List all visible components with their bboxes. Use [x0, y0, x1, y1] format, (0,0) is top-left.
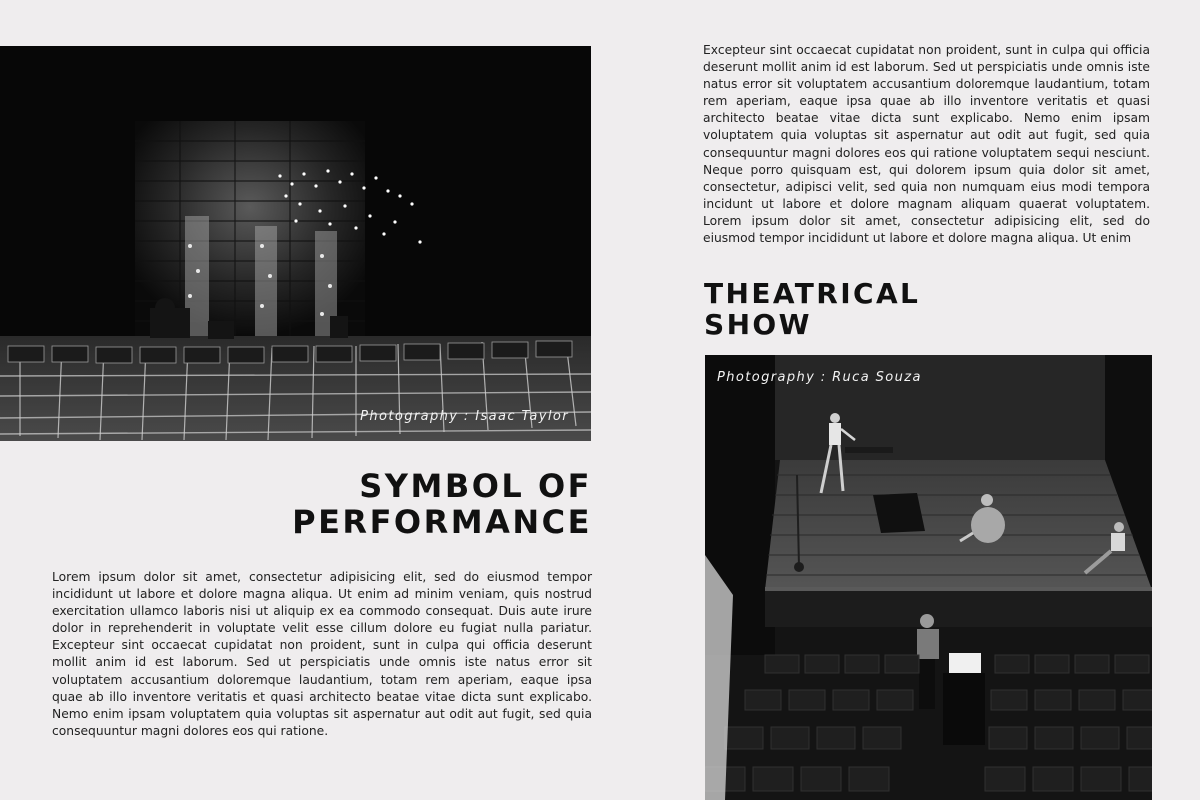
body-text-right: Excepteur sint occaecat cupidatat non proident, sunt in culpa qui officia deserunt mollit anim id est laborum. Sed ut perspiciatis unde omnis iste natus error sit voluptatem accusantium doloremque laudantium, totam rem aperiam, eaque ipsa quae ab illo inventore veritatis et quasi architecto beatae vitae dicta sunt explicabo. Nemo enim ipsam voluptatem quia voluptas sit aspernatur aut odit aut fugit, sed quia consequuntur magni dolores eos qui ratione voluptatem sequi nesciunt. Neque porro quisquam est, qui dolorem ipsum quia dolor sit amet, consectetur, adipisci velit, sed quia non numquam eius modi tempora incidunt ut labore et dolore magnam aliquam quaerat voluptatem. Lorem ipsum dolor sit amet, consectetur adipisicing elit, sed do eiusmod tempor incididunt ut labore et dolore magna aliqua. Ut enim	[703, 43, 1150, 246]
concert-stage-photo	[0, 46, 591, 441]
theatre-rehearsal-photo	[705, 355, 1152, 800]
heading-right-line2: SHOW	[704, 308, 812, 341]
photo-credit-left: Photography : Isaac Taylor	[360, 409, 569, 424]
photo-credit-right: Photography : Ruca Souza	[717, 370, 922, 385]
heading-left-line2: PERFORMANCE	[292, 503, 592, 541]
body-text-left: Lorem ipsum dolor sit amet, consectetur adipisicing elit, sed do eiusmod tempor incididunt ut labore et dolore magna aliqua. Ut enim ad minim veniam, quis nostrud exercitation ullamco laboris nisi ut aliquip ex ea commodo consequat. Duis aute irure dolor in reprehenderit in voluptate velit esse cillum dolore eu fugiat nulla pariatur. Excepteur sint occaecat cupidatat non proident, sunt in culpa qui officia deserunt mollit anim id est laborum. Sed ut perspiciatis unde omnis iste natus error sit voluptatem accusantium doloremque laudantium, totam rem aperiam, eaque ipsa quae ab illo inventore veritatis et quasi architecto beatae vitae dicta sunt explicabo. Nemo enim ipsam voluptatem quia voluptas sit aspernatur aut odit aut fugit, sed quia consequuntur magni dolores eos qui ratione.	[52, 570, 592, 738]
concert-stage-illustration	[0, 46, 591, 441]
heading-theatrical-show	[704, 277, 921, 342]
heading-right-line1: THEATRICAL	[704, 277, 921, 310]
heading-symbol-of-performance	[292, 467, 592, 542]
theatre-rehearsal-illustration	[705, 355, 1152, 800]
heading-left-line1: SYMBOL OF	[359, 467, 592, 505]
